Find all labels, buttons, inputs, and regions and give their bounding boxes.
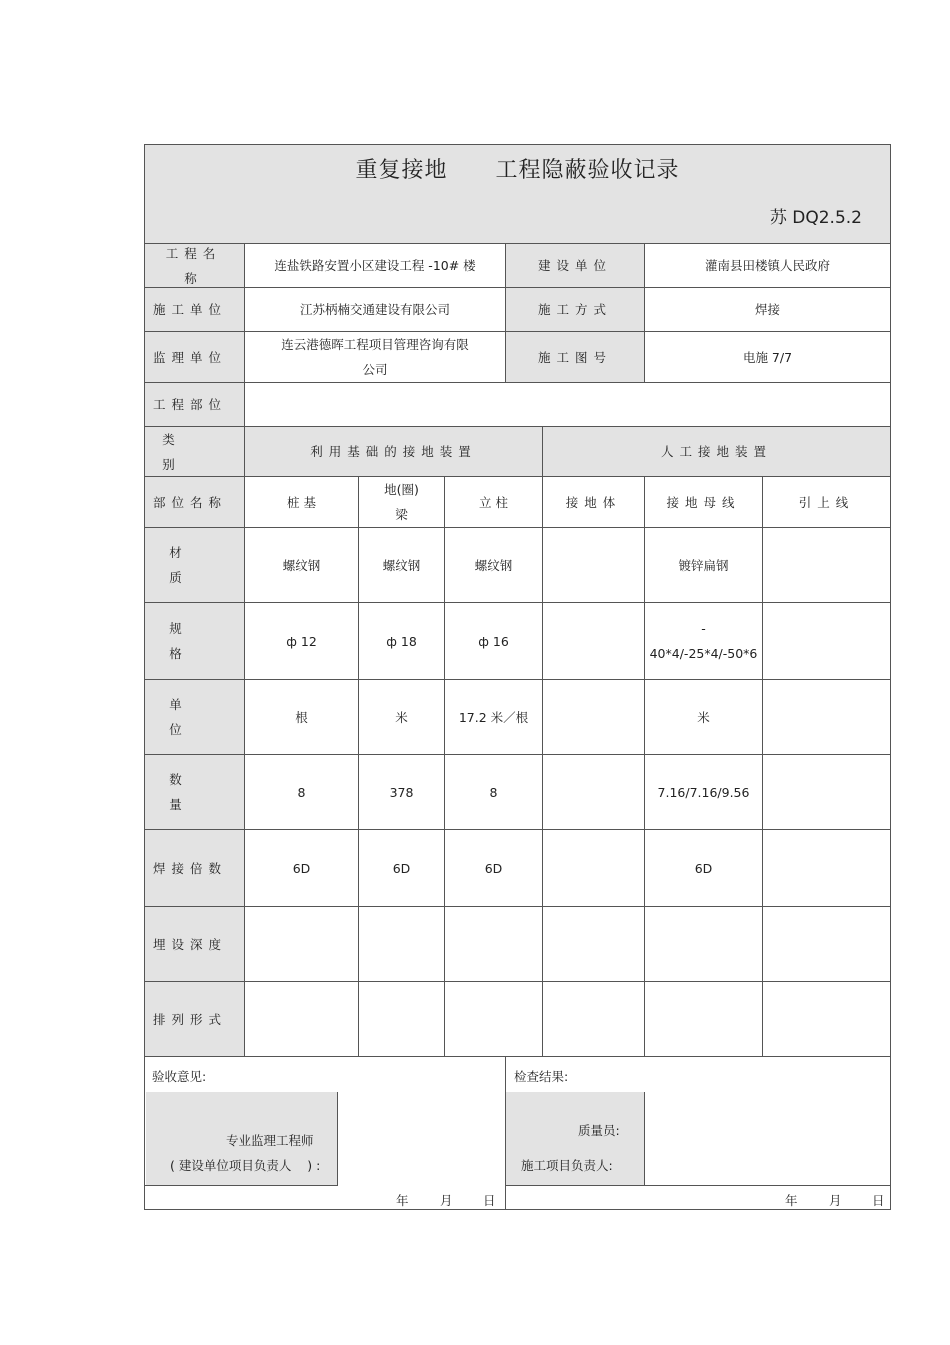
table-cell: 6D: [245, 830, 359, 907]
form-code: 苏 DQ2.5.2: [769, 208, 862, 228]
table-cell: [763, 755, 890, 830]
table-cell: [543, 680, 645, 755]
table-cell: [645, 907, 763, 982]
method-label: 施工方式: [506, 288, 645, 332]
table-cell: [763, 680, 890, 755]
table-cell: ф 18: [359, 603, 445, 680]
title-area: [145, 145, 890, 243]
contractor-label: 施工单位: [145, 288, 245, 332]
table-cell: [763, 982, 890, 1057]
row-label-unit: 单位: [145, 680, 245, 755]
header-beam: 地(圈)梁: [359, 477, 445, 528]
table-cell: 米: [359, 680, 445, 755]
table-cell: 6D: [359, 830, 445, 907]
header-column: 立 柱: [445, 477, 543, 528]
header-pile: 桩 基: [245, 477, 359, 528]
signer-box-bottom: [505, 1185, 891, 1186]
builder-value: 灌南县田楼镇人民政府: [645, 244, 890, 288]
contractor-value: 江苏柄楠交通建设有限公司: [245, 288, 506, 332]
table-cell: 17.2 米／根: [445, 680, 543, 755]
table-cell: [763, 528, 890, 603]
header-ground-bus: 接地母线: [645, 477, 763, 528]
table-cell: ф 12: [245, 603, 359, 680]
supervisor-value: 连云港德晖工程项目管理咨询有限公司: [245, 332, 506, 383]
engineer-box-bottom: [145, 1185, 338, 1186]
builder-label: 建设单位: [506, 244, 645, 288]
part-label: 工程部位: [145, 383, 245, 427]
category-artificial: 人工接地装置: [543, 427, 890, 477]
table-cell: 8: [245, 755, 359, 830]
table-cell: 6D: [445, 830, 543, 907]
table-cell: 根: [245, 680, 359, 755]
table-cell: [763, 830, 890, 907]
table-cell: [543, 907, 645, 982]
table-cell: [763, 603, 890, 680]
acceptance-record-form: [144, 144, 891, 1210]
engineer-sub-label: ( 建设单位项目负责人 ) :: [170, 1158, 321, 1173]
row-label-spec: 规格: [145, 603, 245, 680]
row-label-weld-multiple: 焊接倍数: [145, 830, 245, 907]
table-cell: [245, 907, 359, 982]
table-cell: 6D: [645, 830, 763, 907]
table-cell: - 40*4/-25*4/-50*6: [645, 603, 763, 680]
table-cell: 8: [445, 755, 543, 830]
category-foundation: 利用基础的接地装置: [245, 427, 543, 477]
table-cell: [543, 982, 645, 1057]
table-cell: 螺纹钢: [445, 528, 543, 603]
drawing-value: 电施 7/7: [645, 332, 890, 383]
table-cell: [359, 982, 445, 1057]
table-cell: 米: [645, 680, 763, 755]
table-cell: 378: [359, 755, 445, 830]
date-year-right: 年: [785, 1193, 798, 1208]
category-label: 类别: [145, 427, 245, 477]
table-cell: [445, 982, 543, 1057]
date-month-left: 月: [440, 1193, 453, 1208]
table-cell: [359, 907, 445, 982]
quality-label: 质量员:: [578, 1123, 620, 1138]
supervisor-label: 监理单位: [145, 332, 245, 383]
pm-label: 施工项目负责人:: [521, 1158, 613, 1173]
header-down-lead: 引上线: [763, 477, 890, 528]
row-label-arrangement: 排列形式: [145, 982, 245, 1057]
table-cell: 7.16/7.16/9.56: [645, 755, 763, 830]
date-day-right: 日: [872, 1193, 885, 1208]
date-month-right: 月: [829, 1193, 842, 1208]
table-cell: [543, 528, 645, 603]
table-cell: [245, 982, 359, 1057]
table-cell: 镀锌扁钢: [645, 528, 763, 603]
date-year-left: 年: [396, 1193, 409, 1208]
table-cell: [543, 830, 645, 907]
table-cell: [763, 907, 890, 982]
column-label: 部位名称: [145, 477, 245, 528]
project-name-value: 连盐铁路安置小区建设工程 -10# 楼: [245, 244, 506, 288]
table-cell: [543, 755, 645, 830]
table-cell: [645, 982, 763, 1057]
header-ground-body: 接地体: [543, 477, 645, 528]
opinion-label: 验收意见:: [152, 1069, 207, 1084]
row-label-quantity: 数量: [145, 755, 245, 830]
table-cell: 螺纹钢: [245, 528, 359, 603]
table-cell: [445, 907, 543, 982]
page-title: 重复接地 工程隐蔽验收记录: [355, 158, 680, 183]
table-cell: 螺纹钢: [359, 528, 445, 603]
table-cell: ф 16: [445, 603, 543, 680]
engineer-box-edge: [337, 1092, 338, 1185]
part-value: [245, 383, 890, 427]
method-value: 焊接: [645, 288, 890, 332]
table-cell: [543, 603, 645, 680]
row-label-burial-depth: 埋设深度: [145, 907, 245, 982]
row-label-material: 材质: [145, 528, 245, 603]
signer-box-edge: [644, 1092, 645, 1185]
engineer-label: 专业监理工程师: [226, 1133, 314, 1148]
result-label: 检查结果:: [514, 1069, 569, 1084]
drawing-label: 施工图号: [506, 332, 645, 383]
project-name-label: 工程名称: [145, 244, 245, 288]
date-day-left: 日: [483, 1193, 496, 1208]
